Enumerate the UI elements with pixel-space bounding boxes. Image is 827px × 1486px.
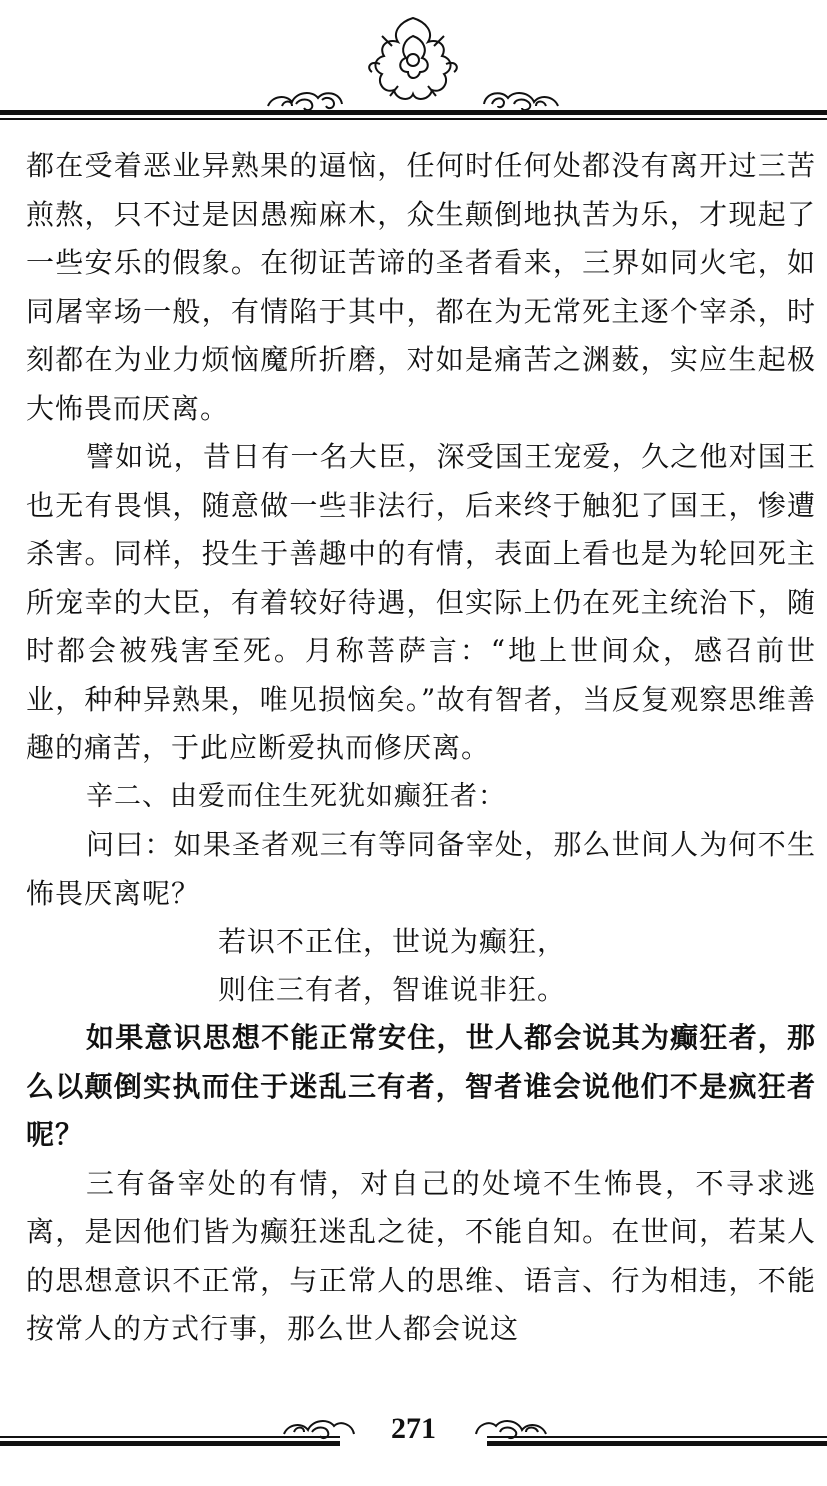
page-body [26,142,816,1354]
cloud-scroll-right-icon [484,93,558,110]
footer-rule-thin [487,1436,827,1438]
cloud-scroll-left-icon [284,1421,354,1438]
header-rule-thin [0,118,827,120]
header-ornament [0,0,827,130]
section-heading: 辛二、由爱而住生死犹如癫狂者： [86,780,506,812]
verse-line: 若识不正住，世说为癫狂， [218,925,567,958]
header-rule-thick [0,110,827,115]
paragraph: 都在受着恶业异熟果的逼恼，任何时任何处都没有离开过三苦煎熬，只不过是因愚痴麻木，众生颠倒地执苦为乐，才现起了一些安乐的假象。在彻证苦谛的圣者看来，三界如同火宅，如同屠宰场一般，有情陷于其中，都在为无常死主逐个宰杀，时刻都在为业力烦恼魔所折磨，对如是痛苦之渊薮，实应生起极大怖畏而厌离。 [26,149,816,425]
peony-flower-icon [369,18,457,99]
question-paragraph: 问曰：如果圣者观三有等同备宰处，那么世间人为何不生怖畏厌离呢？ [26,828,816,910]
footer-rule-thick [0,1441,340,1446]
verse-translation: 如果意识思想不能正常安住，世人都会说其为癫狂者，那么以颠倒实执而住于迷乱三有者，智者谁会说他们不是疯狂者呢？ [26,1021,816,1151]
cloud-scroll-left-icon [268,93,342,110]
verse-line: 则住三有者，智谁说非狂。 [218,973,567,1006]
paragraph: 譬如说，昔日有一名大臣，深受国王宠爱，久之他对国王也无有畏惧，随意做一些非法行，后来终于触犯了国王，惨遭杀害。同样，投生于善趣中的有情，表面上看也是为轮回死主所宠幸的大臣，有着较好待遇，但实际上仍在死主统治下，随时都会被残害至死。月称菩萨言：“地上世间众，感召前世业，种种异熟果，唯见损恼矣。”故有智者，当反复观察思维善趣的痛苦，于此应断爱执而修厌离。 [26,440,816,764]
paragraph: 三有备宰处的有情，对自己的处境不生怖畏，不寻求逃离，是因他们皆为癫狂迷乱之徒，不能自知。在世间，若某人的思想意识不正常，与正常人的思维、语言、行为相违，不能按常人的方式行事，那么世人都会说这 [26,1166,816,1345]
footer-rule-thick [487,1441,827,1446]
cloud-scroll-right-icon [476,1421,546,1438]
page-number: 271 [391,1412,436,1445]
footer-rule-thin [0,1436,340,1438]
